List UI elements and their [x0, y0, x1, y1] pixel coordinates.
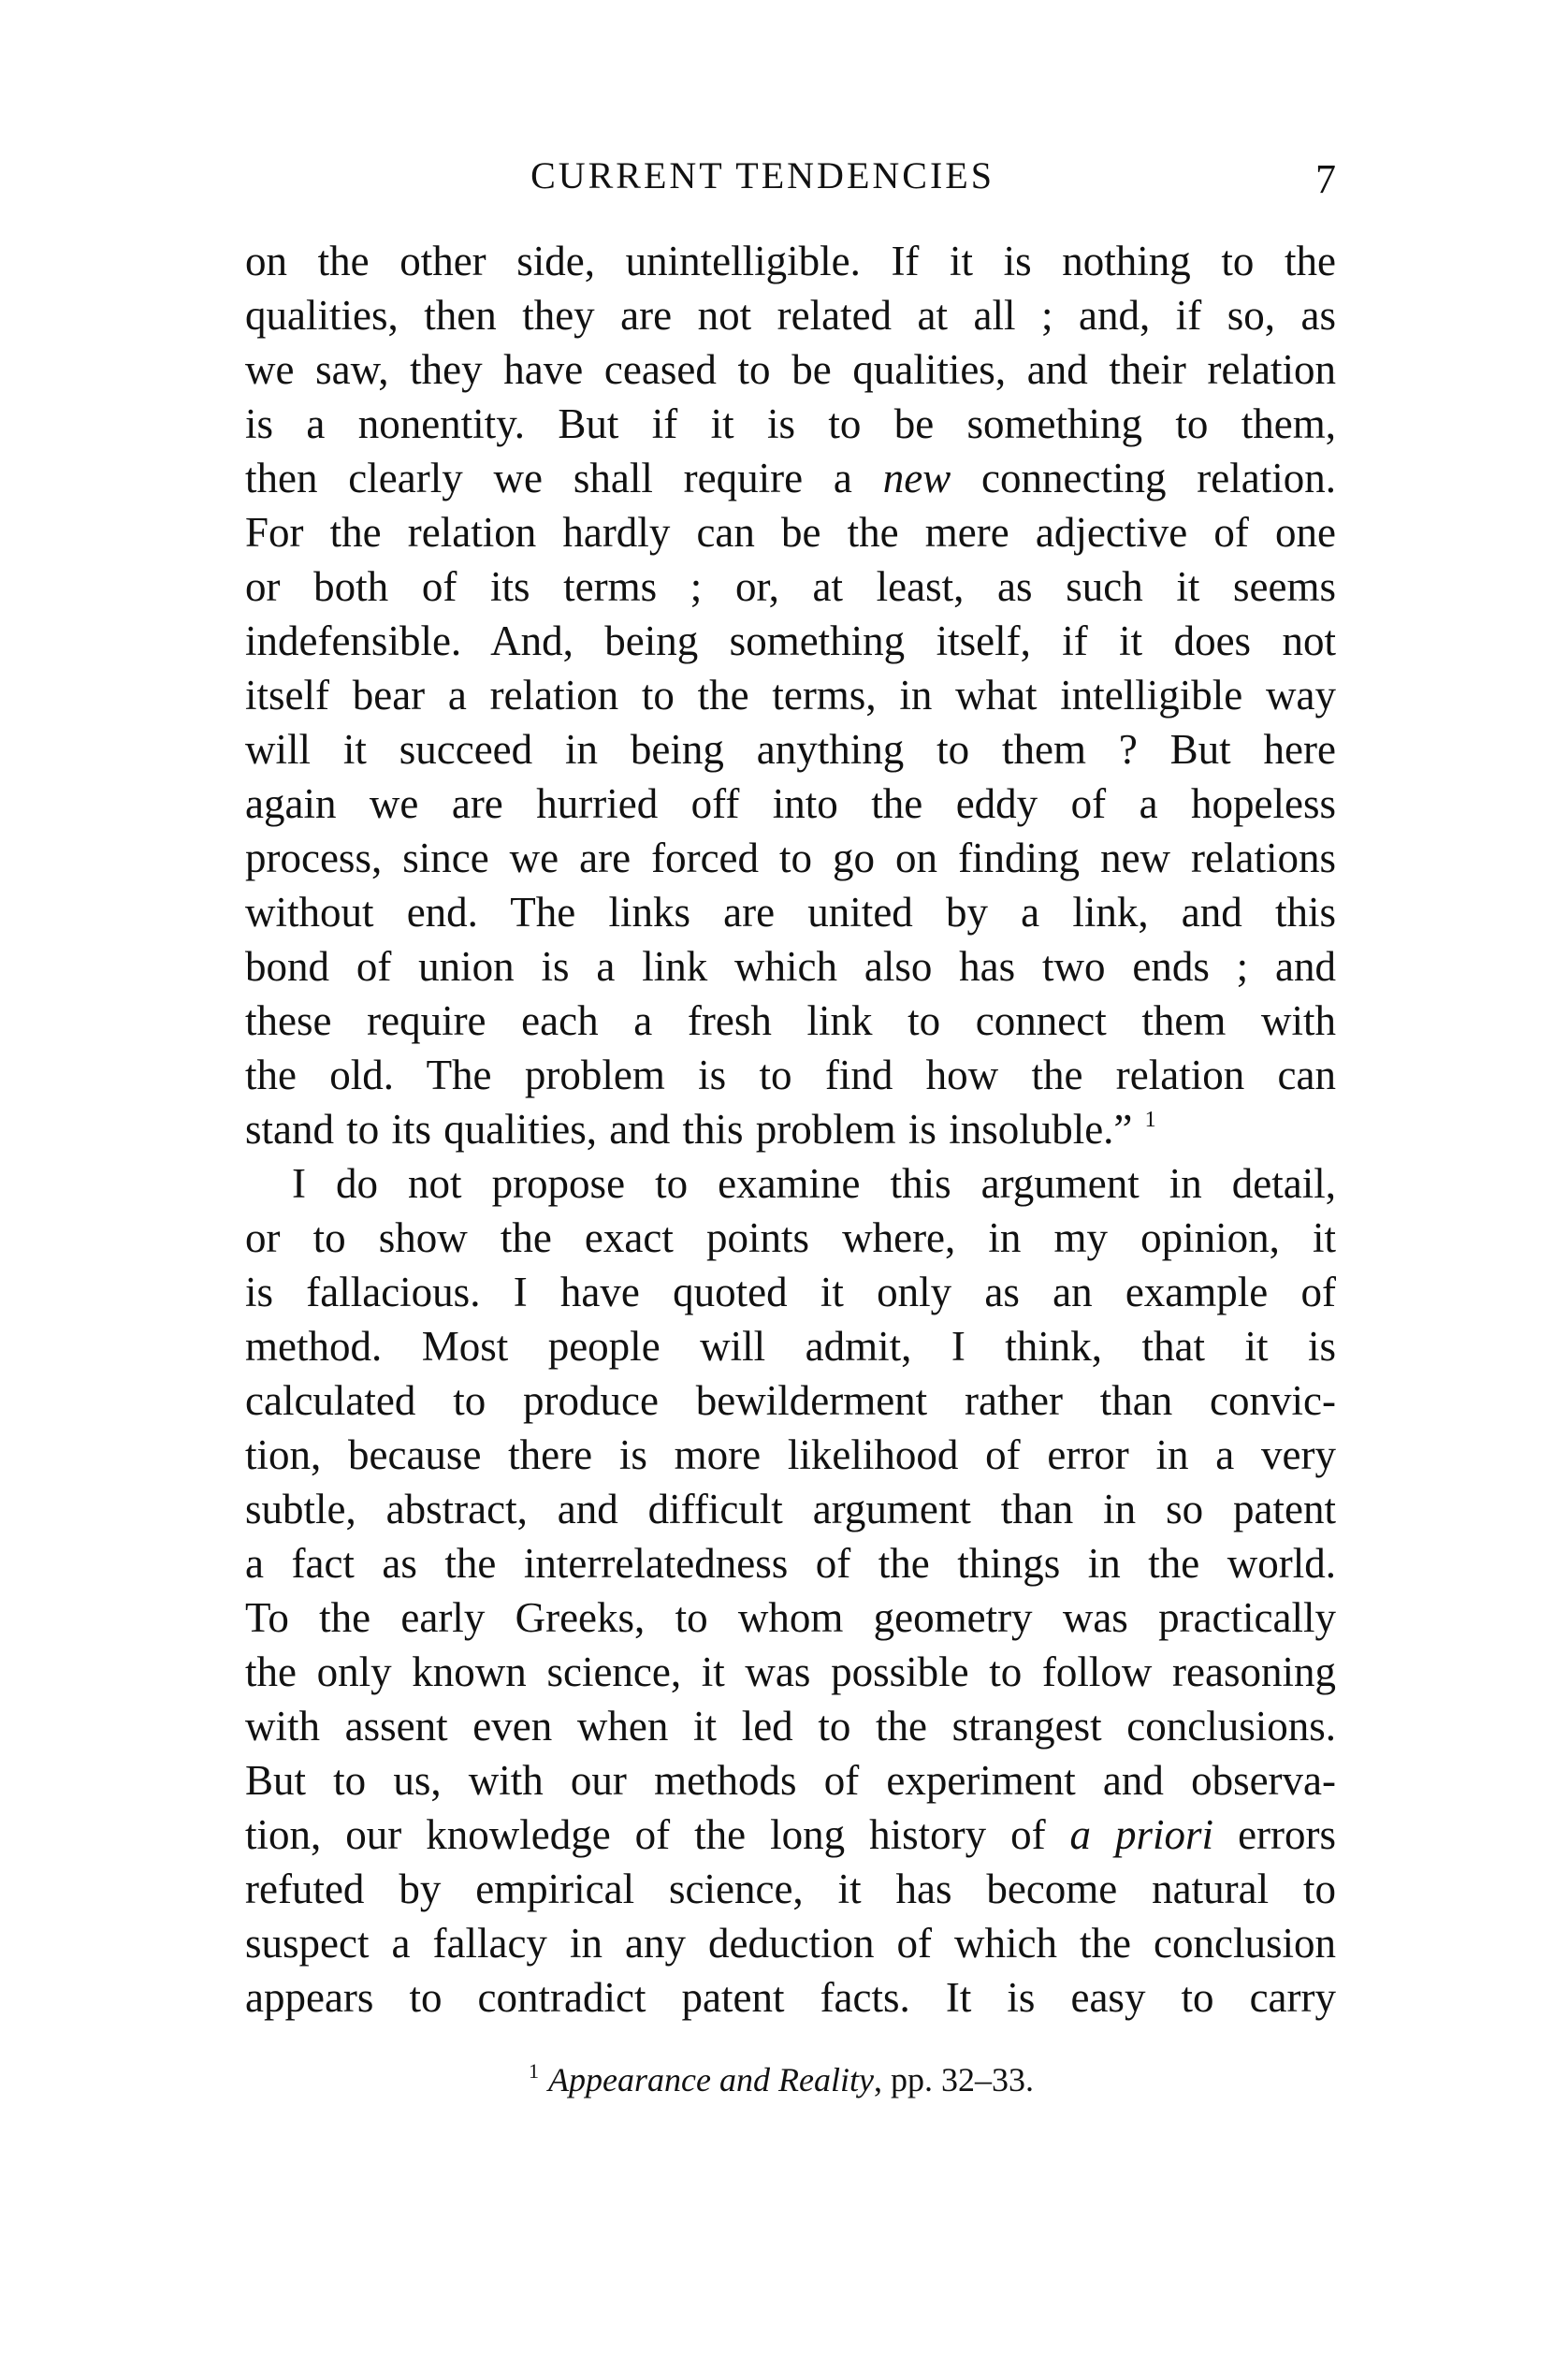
text-line: [245, 1808, 1336, 1862]
text-line: [245, 668, 1336, 722]
text-line: [245, 397, 1336, 451]
text-run: these require each a fresh link to connect them with: [245, 997, 1336, 1044]
text-line: [245, 1645, 1336, 1699]
text-line: [245, 614, 1336, 668]
text-run: indefensible. And, being something itself, if it does not: [245, 617, 1336, 664]
text-run: with assent even when it led to the strangest conclusions.: [245, 1703, 1336, 1750]
text-line: [245, 1482, 1336, 1536]
text-line: [245, 1102, 1336, 1156]
text-run: again we are hurried off into the eddy of a hopeless: [245, 780, 1336, 827]
body-text: [245, 234, 1336, 2025]
text-line: [245, 1862, 1336, 1916]
text-run: method. Most people will admit, I think, that it is: [245, 1323, 1336, 1370]
text-line: [245, 722, 1336, 777]
text-line: [245, 1319, 1336, 1373]
text-line: [245, 451, 1336, 505]
text-run: or both of its terms ; or, at least, as such it seems: [245, 563, 1336, 610]
text-run: the only known science, it was possible to follow reasoning: [245, 1648, 1336, 1695]
text-line: [245, 777, 1336, 831]
text-run: tion, our knowledge of the long history of: [245, 1811, 1070, 1858]
text-line: [245, 1970, 1336, 2025]
footnote-pages: , pp. 32–33.: [873, 2061, 1034, 2098]
text-line: [245, 1048, 1336, 1102]
text-line: [245, 1916, 1336, 1970]
italic-emphasis: a priori: [1069, 1811, 1214, 1858]
text-line: [245, 288, 1336, 342]
italic-emphasis: new: [882, 455, 951, 501]
text-run: subtle, abstract, and difficult argument than in so patent: [245, 1486, 1336, 1532]
text-line: [245, 505, 1336, 559]
text-line: [245, 1265, 1336, 1319]
text-line: [245, 1428, 1336, 1482]
text-run: on the other side, unintelligible. If it is nothing to the: [245, 238, 1336, 284]
text-run: we saw, they have ceased to be qualities, and their relation: [245, 346, 1336, 393]
footnote: [245, 2056, 1336, 2103]
paragraph-first-line: [245, 1156, 1336, 1211]
text-line: [245, 559, 1336, 614]
text-run: connecting relation.: [951, 455, 1336, 501]
page-number: 7: [1315, 156, 1336, 202]
text-run: is fallacious. I have quoted it only as an example of: [245, 1269, 1336, 1315]
running-head-title: CURRENT TENDENCIES: [530, 154, 995, 196]
text-run: process, since we are forced to go on finding new relations: [245, 835, 1336, 881]
running-head: [245, 150, 1336, 202]
text-run: calculated to produce bewilderment rather than convic-: [245, 1377, 1336, 1424]
text-line: [245, 342, 1336, 397]
text-run: stand to its qualities, and this problem is insoluble.”: [245, 1106, 1133, 1153]
text-run: bond of union is a link which also has two ends ; and: [245, 943, 1336, 990]
text-run: suspect a fallacy in any deduction of which the conclusion: [245, 1920, 1336, 1967]
text-run: To the early Greeks, to whom geometry was practically: [245, 1594, 1336, 1641]
text-run: will it succeed in being anything to them ? But here: [245, 726, 1336, 773]
text-run: But to us, with our methods of experiment and observa-: [245, 1757, 1336, 1804]
text-line: [245, 1753, 1336, 1808]
text-line: [245, 1590, 1336, 1645]
text-run: or to show the exact points where, in my opinion, it: [245, 1214, 1336, 1261]
text-run: then clearly we shall require a: [245, 455, 883, 501]
text-line: [245, 1211, 1336, 1265]
text-run: a fact as the interrelatedness of the things in the world.: [245, 1540, 1336, 1587]
text-line: [245, 831, 1336, 885]
text-line: [245, 1373, 1336, 1428]
text-run: I do not propose to examine this argument in detail,: [292, 1160, 1336, 1207]
text-line: [245, 994, 1336, 1048]
footnote-marker: 1: [529, 2059, 540, 2083]
text-line: [245, 885, 1336, 939]
text-run: qualities, then they are not related at all ; and, if so, as: [245, 292, 1336, 339]
text-run: refuted by empirical science, it has become natural to: [245, 1866, 1336, 1912]
text-run: the old. The problem is to find how the relation can: [245, 1052, 1336, 1098]
text-run: itself bear a relation to the terms, in what intelligible way: [245, 672, 1336, 719]
text-run: without end. The links are united by a link, and this: [245, 889, 1336, 936]
text-run: errors: [1213, 1811, 1337, 1858]
text-line: [245, 1699, 1336, 1753]
footnote-cited-title: Appearance and Reality: [548, 2061, 874, 2098]
text-run: appears to contradict patent facts. It is easy to carry: [245, 1974, 1336, 2021]
text-line: [245, 939, 1336, 994]
text-run: For the relation hardly can be the mere adjective of one: [245, 509, 1336, 556]
text-run: is a nonentity. But if it is to be something to them,: [245, 400, 1336, 447]
text-run: tion, because there is more likelihood of error in a very: [245, 1431, 1336, 1478]
footnote-reference[interactable]: 1: [1144, 1108, 1156, 1132]
text-line: [245, 1536, 1336, 1590]
text-line: [245, 234, 1336, 288]
